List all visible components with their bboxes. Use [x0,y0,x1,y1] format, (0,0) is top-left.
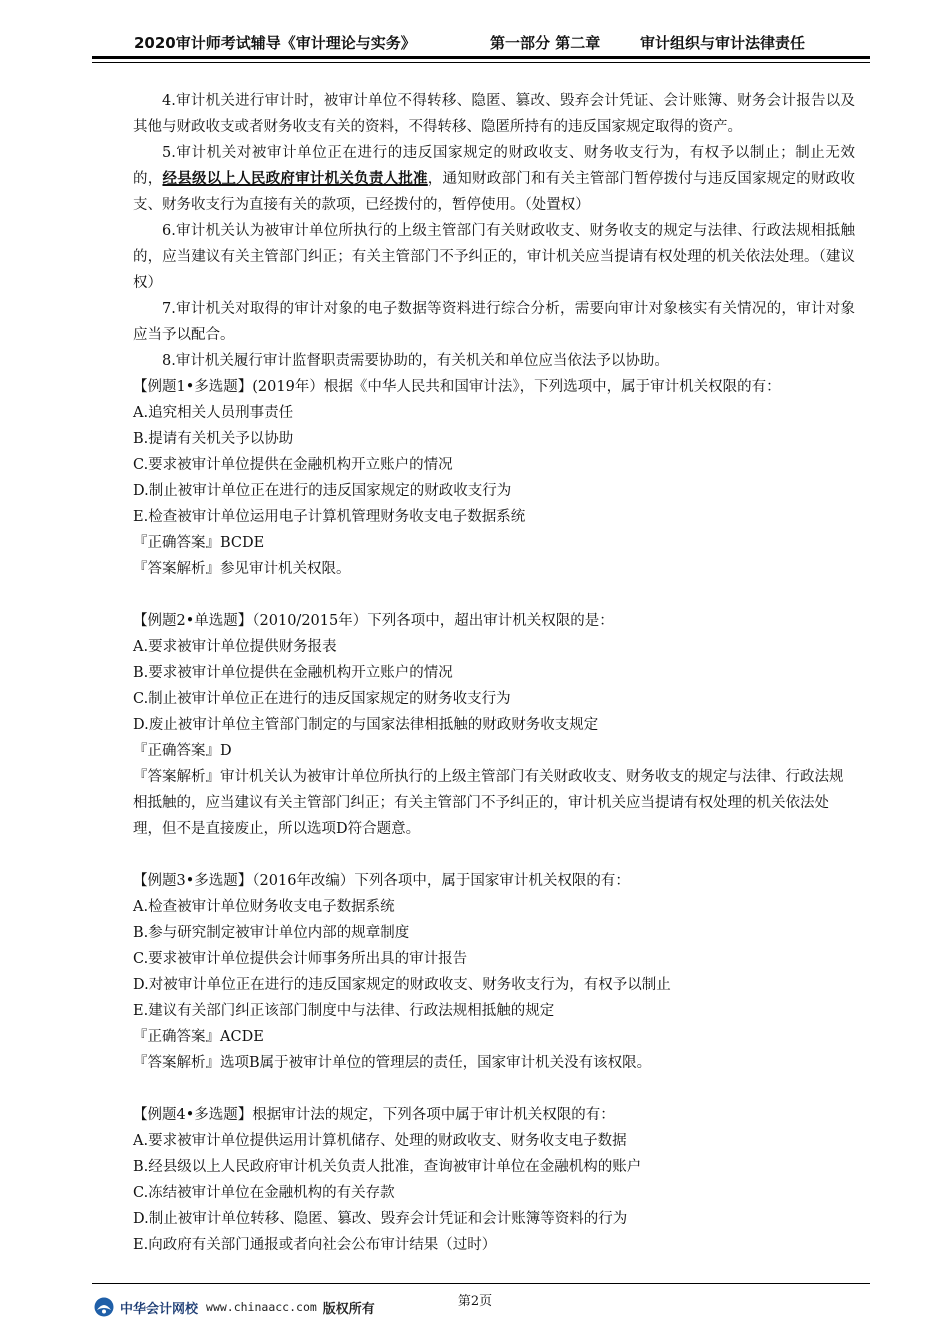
example-title: 【例题4•多选题】根据审计法的规定，下列各项中属于审计机关权限的有： [133,1107,615,1123]
paragraph-5-part-b: ，通知财政部门和有关主管部门暂停拨付与违反国家规定的财政收支、财务收支行为直接有关的款项，已经拨付的，暂停使用。（处置权） [133,171,856,213]
correct-answer: 『正确答案』ACDE [133,1029,264,1045]
example-2 [133,608,855,842]
option-a: A.要求被审计单位提供运用计算机储存、处理的财政收支、财务收支电子数据 [133,1133,627,1149]
page-header [92,30,870,59]
option-e: E.向政府有关部门通报或者向社会公布审计结果（过时） [133,1237,497,1253]
paragraph-5-underlined: 经县级以上人民政府审计机关负责人批准 [162,170,428,187]
example-3 [133,868,855,1076]
option-b: B.要求被审计单位提供在金融机构开立账户的情况 [133,665,453,681]
option-d: D.废止被审计单位主管部门制定的与国家法律相抵触的财政财务收支规定 [133,717,599,733]
option-c: C.要求被审计单位提供会计师事务所出具的审计报告 [133,951,468,967]
option-b: B.经县级以上人民政府审计机关负责人批准，查询被审计单位在金融机构的账户 [133,1159,642,1175]
header-part-chapter: 第一部分 第二章 [490,34,601,52]
paragraph-6: 6.审计机关认为被审计单位所执行的上级主管部门有关财政收支、财务收支的规定与法律、行政法规相抵触的，应当建议有关主管部门纠正；有关主管部门不予纠正的，审计机关应当提请有权处理的机关依法处理。（建议权） [133,223,855,291]
footer-brand [94,1296,375,1318]
paragraph-8: 8.审计机关履行审计监督职责需要协助的，有关机关和单位应当依法予以协助。 [162,353,669,369]
option-b: B.参与研究制定被审计单位内部的规章制度 [133,925,410,941]
example-1 [133,374,855,582]
paragraph-5 [133,140,855,218]
option-e: E.检查被审计单位运用电子计算机管理财务收支电子数据系统 [133,509,526,525]
brand-name: 中华会计网校 [120,1301,199,1317]
paragraph-7: 7.审计机关对取得的审计对象的电子数据等资料进行综合分析，需要向审计对象核实有关情况的，审计对象应当予以配合。 [133,301,855,343]
option-c: C.要求被审计单位提供在金融机构开立账户的情况 [133,457,453,473]
document-body [133,88,855,1258]
option-c: C.制止被审计单位正在进行的违反国家规定的财务收支行为 [133,691,511,707]
option-a: A.追究相关人员刑事责任 [133,405,294,421]
option-a: A.检查被审计单位财务收支电子数据系统 [133,899,395,915]
paragraph-4: 4.审计机关进行审计时，被审计单位不得转移、隐匿、篡改、毁弃会计凭证、会计账簿、财务会计报告以及其他与财政收支或者财务收支有关的资料，不得转移、隐匿所持有的违反国家规定取得的资产。 [133,93,855,135]
answer-analysis: 『答案解析』审计机关认为被审计单位所执行的上级主管部门有关财政收支、财务收支的规定与法律、行政法规相抵触的，应当建议有关主管部门纠正；有关主管部门不予纠正的，审计机关应当提请有权处理的机关依法处理，但不是直接废止，所以选项D符合题意。 [133,769,844,837]
brand-url[interactable]: www.chinaacc.com [206,1300,317,1314]
option-d: D.制止被审计单位转移、隐匿、篡改、毁弃会计凭证和会计账簿等资料的行为 [133,1211,628,1227]
paragraph-5-part-a: 5.审计机关对被审计单位正在进行的违反国家规定的财政收支、财务收支行为，有权予以制止；制止无效的， [133,145,855,187]
copyright-text: 版权所有 [322,1301,375,1317]
header-chapter-title: 审计组织与审计法律责任 [640,34,806,52]
example-title: 【例题1•多选题】(2019年）根据《中华人民共和国审计法》，下列选项中，属于审计机关权限的有： [133,379,781,395]
option-b: B.提请有关机关予以协助 [133,431,294,447]
chinaacc-logo-icon [94,1297,114,1317]
option-c: C.冻结被审计单位在金融机构的有关存款 [133,1185,395,1201]
option-d: D.制止被审计单位正在进行的违反国家规定的财政收支行为 [133,483,512,499]
answer-analysis: 『答案解析』参见审计机关权限。 [133,561,351,577]
answer-analysis: 『答案解析』选项B属于被审计单位的管理层的责任，国家审计机关没有该权限。 [133,1055,652,1071]
option-a: A.要求被审计单位提供财务报表 [133,639,337,655]
page-number: 第2页 [457,1294,493,1309]
correct-answer: 『正确答案』BCDE [133,535,265,551]
header-book-title: 2020审计师考试辅导《审计理论与实务》 [134,34,416,52]
correct-answer: 『正确答案』D [133,743,232,759]
option-e: E.建议有关部门纠正该部门制度中与法律、行政法规相抵触的规定 [133,1003,555,1019]
example-title: 【例题2•单选题】（2010/2015年）下列各项中，超出审计机关权限的是： [133,613,614,629]
example-4 [133,1102,855,1258]
option-d: D.对被审计单位正在进行的违反国家规定的财政收支、财务收支行为，有权予以制止 [133,977,671,993]
footer-divider [92,1283,870,1284]
example-title: 【例题3•多选题】（2016年改编）下列各项中，属于国家审计机关权限的有： [133,873,630,889]
